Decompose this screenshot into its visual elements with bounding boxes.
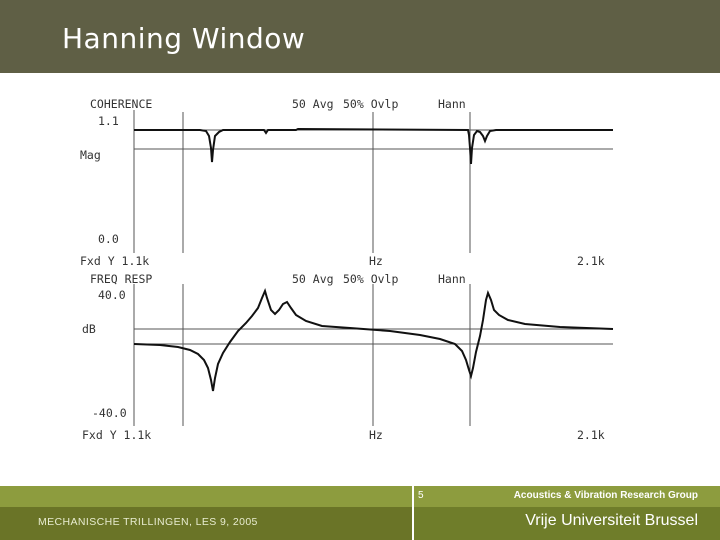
y-min-label: -40.0 (92, 406, 127, 420)
window-label: Hann (438, 272, 466, 286)
freq-resp-label: FREQ RESP (90, 272, 153, 286)
x-unit-label: Hz (369, 428, 383, 442)
overlap-label: 50% Ovlp (343, 97, 399, 111)
y-unit-label: dB (82, 322, 96, 336)
overlap-label: 50% Ovlp (343, 272, 399, 286)
x-right-label: 2.1k (577, 254, 605, 268)
university-name: Vrije Universiteit Brussel (525, 512, 698, 529)
page-number: 5 (418, 490, 424, 501)
x-unit-label: Hz (369, 254, 383, 268)
x-right-label: 2.1k (577, 428, 605, 442)
research-group-label: Acoustics & Vibration Research Group (513, 490, 698, 501)
coherence-label: COHERENCE (90, 97, 153, 111)
y-unit-label: Mag (80, 148, 101, 162)
window-label: Hann (438, 97, 466, 111)
footer-divider (412, 486, 414, 540)
x-left-label: Fxd Y 1.1k (80, 254, 150, 268)
x-left-label: Fxd Y 1.1k (82, 428, 152, 442)
y-min-label: 0.0 (98, 232, 119, 246)
avg-label: 50 Avg (292, 97, 334, 111)
freq-resp-plot (82, 272, 613, 442)
slide-title: Hanning Window (62, 22, 306, 55)
y-max-label: 40.0 (98, 288, 126, 302)
y-max-label: 1.1 (98, 114, 119, 128)
avg-label: 50 Avg (292, 272, 334, 286)
analyzer-plot (60, 88, 640, 448)
coherence-plot (80, 97, 613, 268)
course-label: MECHANISCHE TRILLINGEN, LES 9, 2005 (38, 516, 258, 528)
